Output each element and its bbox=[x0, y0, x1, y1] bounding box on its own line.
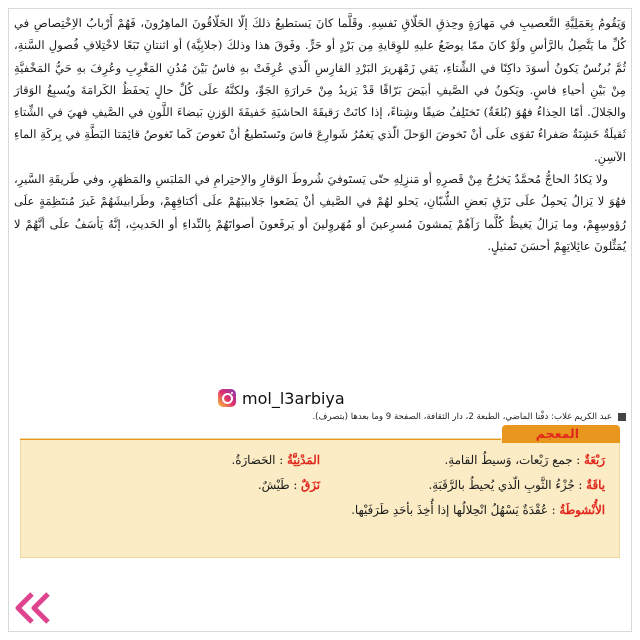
passage-text bbox=[14, 12, 626, 257]
watermark-handle: mol_l3arbiya bbox=[242, 388, 345, 408]
glossary-divider bbox=[20, 439, 501, 440]
paragraph-1: وَيَقُومُ بِعَمَلِيَّةِ التَّعصيبِ في مَهارَةٍ وحِذقِ الحَلّاقِ نَفسِهِ. وقَلَّما كانَ يَستطيعُ ذلكَ إلّا الحَلّاقُونَ الماهِرُونَ، فَهُمْ أَرْبابُ الاِخْتِصاصِ في كُلِّ ما يَتَّصِلُ بالرَّأسِ ولَوْ كانَ ممّا يوضَعُ عليهِ للوِقايةِ مِن بَرْدٍ أو حَرٍّ. وفَوقَ هذا وذلكَ (جلابِيَّة) أو اثنتانِ تَبَعًا لاخْتِلافِ فُصولِ السَّنةِ، ثُمَّ بُرنُسٌ يَكونُ أسوَدَ داكِنًا في الشِّتاءِ، يَقي زَمْهَريرَ البَرْدِ القارِسِ الّذي عُرِفَتْ بهِ فاسُ بَيْنَ مُدُنِ المَغْرِبِ وعُرِفَ بهِ حَيُّ المَخْفيَّةِ مِنْ بَيْنِ أحياءِ فاسٍ. ويَكونُ في الصَّيفِ أبيَضَ بَرّاقًا قَدْ يَزيدُ مِنْ حَرارَةِ الجَوِّ، ولكنَّهُ علَى كُلِّ حالٍ يَحفَظُ الكَرامَةَ ويُسبِغُ الوَقارَ والجَلالَ. أمّا الحِذاءُ فهُوَ (بُلغَةٌ) تَختَلِفُ صَيفًا وشِتاءً، إذا كانَتْ رَقيقَةَ الحاشيَةِ خَفيفَةَ الوَزنِ بَيضاءَ اللَّونِ في الصَّيفِ فهيَ في الشِّتاءِ ثَقيلَةٌ خَشِنَةٌ صَفراءُ تَقوَى علَى أنْ تَخوضَ الوَحلَ الّذي يَغمُرُ شَوارِعَ فاسَ وتَستَطيعُ أنْ تَغوصَ كَما تَغوصُ قائِمَتا البَطَّةِ في بِركَةِ الماءِ الآسِنِ. bbox=[14, 16, 626, 164]
glossary-entry bbox=[35, 478, 320, 492]
glossary-term: رَبْعَةٌ bbox=[584, 452, 605, 467]
glossary-box bbox=[20, 426, 620, 558]
back-arrows-icon[interactable] bbox=[10, 590, 54, 626]
glossary-entry bbox=[320, 478, 605, 492]
glossary-entry bbox=[320, 453, 605, 467]
glossary-row bbox=[35, 497, 605, 522]
source-text: عبد الكريم غلاب: دفْنا الماضي، الطبعة 2، دار الثقافة، الصفحة 9 وما بعدها (بتصرف). bbox=[312, 412, 612, 422]
glossary-row bbox=[35, 447, 605, 472]
source-citation bbox=[14, 408, 626, 426]
glossary-definition: : جُزْءُ الثَّوبِ الّذي يُحيطُ بالرَّقَبَةِ. bbox=[428, 477, 583, 492]
glossary-term: المَدْنِيَّةُ bbox=[286, 452, 320, 467]
glossary-definition: : طَيْشٌ. bbox=[257, 477, 298, 492]
glossary-definition: : عُقْدَةٌ يَسْهُلُ انْحِلالُها إذا أُخِذَ بأحَدِ طَرَفَيْها. bbox=[351, 502, 556, 517]
glossary-title: المعجم bbox=[535, 426, 579, 441]
glossary-term: ياقَةٌ bbox=[586, 477, 605, 492]
instagram-icon bbox=[218, 389, 236, 407]
glossary-definition: : جمع رَبْعات، وَسيطُ القامةِ. bbox=[444, 452, 581, 467]
glossary-entry bbox=[35, 503, 605, 517]
source-square-icon bbox=[618, 413, 626, 421]
glossary-definition: : الحَضارَةُ. bbox=[231, 452, 284, 467]
glossary-row bbox=[35, 472, 605, 497]
glossary-grid bbox=[35, 447, 605, 549]
arrow-chevron bbox=[18, 594, 32, 622]
glossary-term: الأُنْشوطَةُ bbox=[559, 502, 605, 517]
glossary-term: نَزَقٌ bbox=[301, 477, 320, 492]
paragraph-2: ولا يَكادُ الحاجُّ مُحمَّدٌ يَخرُجُ مِنْ قَصرِهِ أو مَنزِلِهِ حتّى يَستَوفيَ شُروطَ الوَقارِ والاِحتِرامِ في المَلبَسِ والمَظهَرِ، وفي طَريقَةِ السَّيرِ، فهُوَ لا يَزالُ يَحمِلُ علَى نَزَقِ بَعضِ الشُّبّانِ، يَحلو لهُمْ في الصَّيفِ أنْ يَضَعوا جَلابيبَهُمْ علَى أكتافِهِمْ، وطَرابيشَهُمْ غَيرَ مُنتَظِمَةٍ علَى رُؤوسِهِمْ، وما يَزالُ يَغيظُ كُلَّما رَآهُمْ يَمشونَ مُسرِعينَ أو مُهَروِلينَ أو يَرفَعونَ أصواتَهُمْ بِالنِّداءِ أو الحَديثِ، إنَّهُ يَأسَفُ علَى أنَّهُمْ لا يُمَثِّلونَ عائِلاتِهِمْ أحسَنَ تَمثيلٍ. bbox=[14, 172, 626, 253]
glossary-entry bbox=[35, 453, 320, 467]
arrow-chevron bbox=[34, 594, 48, 622]
